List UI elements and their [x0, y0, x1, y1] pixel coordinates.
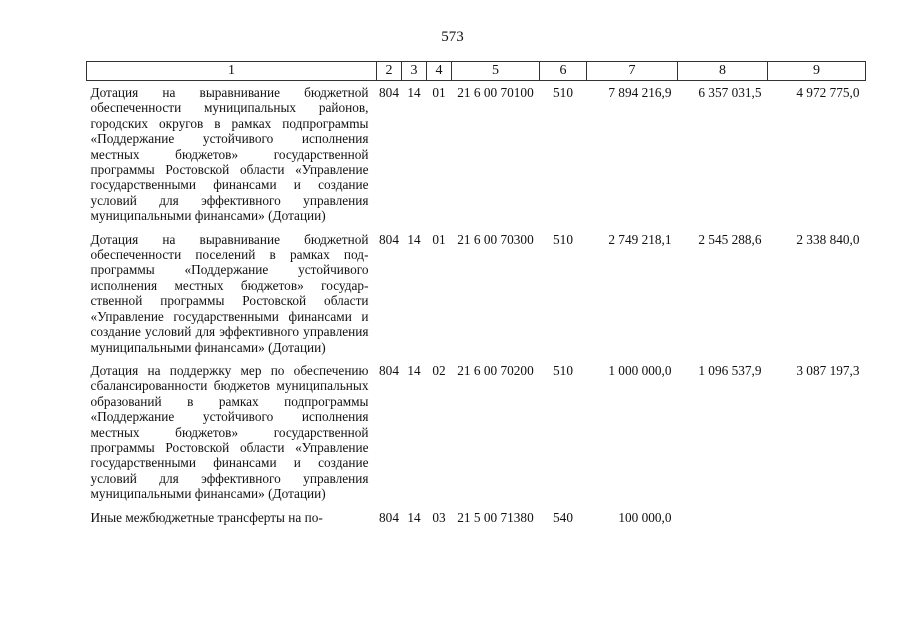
- header-col-5: 5: [452, 62, 540, 81]
- cell-subsection: 02: [432, 362, 446, 378]
- cell-section: 14: [407, 509, 421, 525]
- header-col-9: 9: [768, 62, 866, 81]
- cell-ministry-code: 804: [379, 231, 399, 247]
- cell-subsection: 03: [432, 509, 446, 525]
- cell-amount-year-3: 4 972 775,0: [796, 85, 860, 100]
- header-col-8: 8: [678, 62, 768, 81]
- cell-amount-year-1: 1 000 000,0: [608, 362, 672, 378]
- header-col-3: 3: [402, 62, 427, 81]
- table-header-row: [87, 62, 866, 81]
- cell-expense-type: 510: [553, 231, 573, 247]
- cell-expense-type: 510: [553, 85, 573, 100]
- cell-ministry-code: 804: [379, 509, 399, 525]
- table-row: [87, 228, 866, 359]
- row-description: Иные межбюджетные трансферты на по-: [90, 509, 323, 525]
- cell-ministry-code: 804: [379, 362, 399, 378]
- cell-amount-year-3: 3 087 197,3: [796, 362, 860, 378]
- cell-section: 14: [407, 85, 421, 100]
- cell-target-article: 21 6 00 70100: [457, 85, 534, 100]
- cell-section: 14: [407, 231, 421, 247]
- header-col-2: 2: [377, 62, 402, 81]
- cell-amount-year-3: 2 338 840,0: [796, 231, 860, 247]
- row-description: Дотация на поддержку мер по обеспечению сбалансированности бюджетов муниципальных образований в рамках подпрограммы «Поддержание устойчивого исполнения местных бюджетов» государственной программы Ростовской области «Управление государственными финансами и создание условий для эффективного управления муниципальными финансами» (Дотации): [90, 362, 369, 502]
- cell-section: 14: [407, 362, 421, 378]
- budget-table: [86, 61, 866, 532]
- cell-subsection: 01: [432, 85, 446, 100]
- cell-amount-year-2: 6 357 031,5: [698, 85, 762, 100]
- cell-amount-year-1: 7 894 216,9: [608, 85, 672, 100]
- cell-amount-year-2: 2 545 288,6: [698, 231, 762, 247]
- row-description: Дотация на выравнивание бюджетной обеспеченности муниципальных районов, городских округов в рамках подпрограмmы «Поддержание устойчивого исполнения местных бюджетов» государственной программы Ростовской области «Управление государственными финансами и создание условий для эффективного управления муниципальными финансами» (Дотации): [90, 85, 369, 224]
- table-row: [87, 359, 866, 506]
- cell-amount-year-2: 1 096 537,9: [698, 362, 762, 378]
- page-number: 573: [441, 29, 464, 45]
- cell-expense-type: 510: [553, 362, 573, 378]
- header-col-1: 1: [87, 62, 377, 81]
- cell-subsection: 01: [432, 231, 446, 247]
- row-description: Дотация на выравнивание бюджетной обеспеченности поселений в рамках подпрограммы «Поддержание устойчивого исполнения местных бюджетов» государственной программы Ростовской области «Управление государственными финансами и создание условий для эффективного управления муниципальными финансами» (Дотации): [90, 231, 369, 355]
- cell-expense-type: 540: [553, 509, 573, 525]
- table-row: [87, 81, 866, 228]
- cell-amount-year-1: 100 000,0: [618, 509, 672, 525]
- cell-target-article: 21 6 00 70200: [457, 362, 534, 378]
- table-row: [87, 506, 866, 532]
- cell-target-article: 21 5 00 71380: [457, 509, 534, 525]
- header-col-4: 4: [427, 62, 452, 81]
- cell-ministry-code: 804: [379, 85, 399, 100]
- cell-amount-year-3: [768, 506, 866, 532]
- cell-amount-year-2: [678, 506, 768, 532]
- cell-target-article: 21 6 00 70300: [457, 231, 534, 247]
- cell-amount-year-1: 2 749 218,1: [608, 231, 672, 247]
- header-col-7: 7: [587, 62, 678, 81]
- header-col-6: 6: [540, 62, 587, 81]
